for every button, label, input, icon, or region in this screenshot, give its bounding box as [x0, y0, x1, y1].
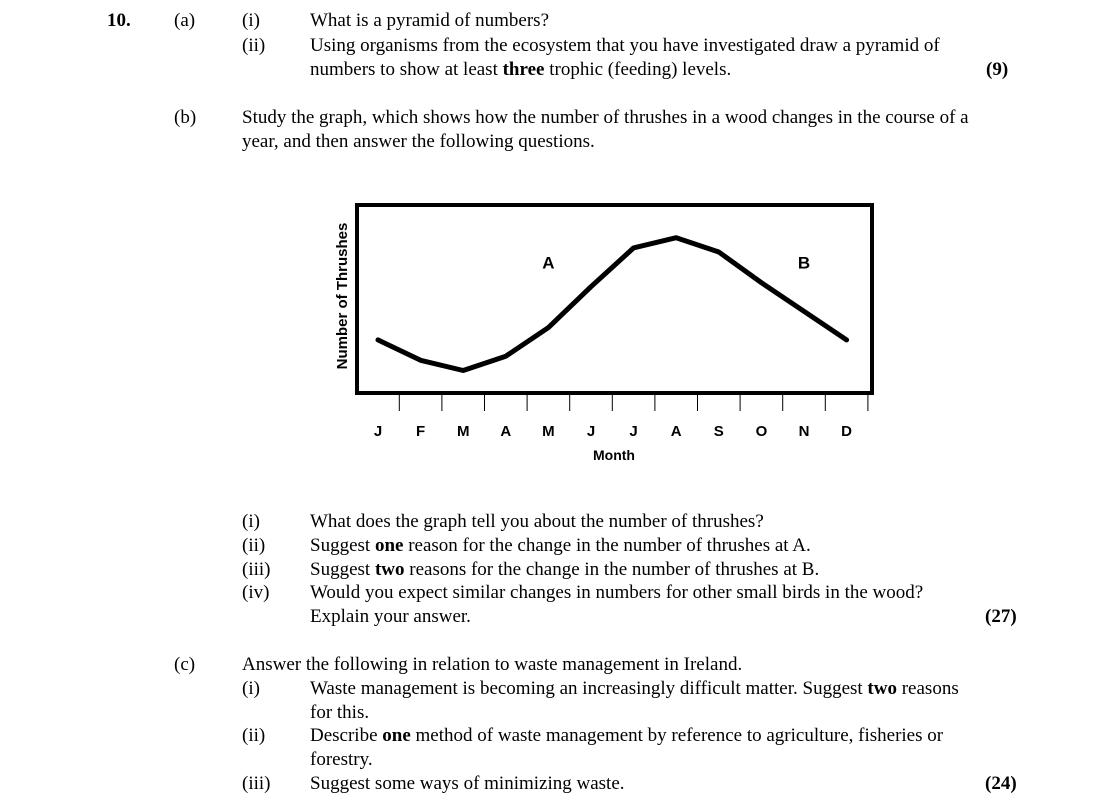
x-tick-label: O: [755, 423, 768, 440]
x-tick-label: N: [798, 423, 810, 440]
x-tick-label: M: [456, 423, 470, 440]
part-a-marks: (9): [986, 59, 1009, 80]
part-c-intro: Answer the following in relation to waste management in Ireland.: [242, 654, 743, 675]
part-c-i-line2: for this.: [310, 702, 370, 723]
question-number: 10.: [107, 10, 131, 31]
part-c-ii-line2: forestry.: [310, 749, 373, 770]
thrush-line-chart: [300, 190, 900, 480]
part-b-marks: (27): [985, 606, 1017, 627]
part-b-ii-text: Suggest one reason for the change in the number of thrushes at A.: [310, 535, 811, 556]
part-b-intro-line1: Study the graph, which shows how the number of thrushes in a wood changes in the course of a: [242, 107, 969, 128]
series-line-thrushes: [378, 238, 847, 371]
part-c-i-label: (i): [242, 678, 260, 699]
x-axis-label: Month: [593, 447, 635, 463]
x-tick-label: J: [629, 423, 638, 440]
part-a-ii-label: (ii): [242, 35, 266, 56]
part-a-ii-line1: Using organisms from the ecosystem that you have investigated draw a pyramid of: [310, 35, 940, 56]
part-b-intro-line2: year, and then answer the following questions.: [242, 131, 595, 152]
x-tick-label: M: [542, 423, 555, 440]
part-b-iii-label: (iii): [242, 559, 271, 580]
y-axis-label: Number of Thrushes: [334, 222, 351, 370]
part-b-i-label: (i): [242, 511, 260, 532]
x-tick-label: J: [373, 423, 383, 440]
part-a-ii-line2: numbers to show at least three trophic (feeding) levels.: [310, 59, 732, 80]
annotation-a: A: [542, 253, 555, 273]
part-c-ii-line1: Describe one method of waste management by reference to agriculture, fisheries or: [310, 725, 944, 746]
part-c-iii-text: Suggest some ways of minimizing waste.: [310, 773, 625, 794]
part-a-i-text: What is a pyramid of numbers?: [310, 10, 550, 31]
part-c-ii-label: (ii): [242, 725, 266, 746]
annotation-b: B: [797, 253, 811, 273]
x-tick-label: D: [841, 423, 853, 440]
part-c-label: (c): [174, 654, 196, 675]
x-tick-label: A: [500, 423, 512, 440]
part-c-i-line1: Waste management is becoming an increasingly difficult matter. Suggest two reasons: [310, 678, 959, 699]
part-a-i-label: (i): [242, 10, 260, 31]
part-b-i-text: What does the graph tell you about the number of thrushes?: [310, 511, 764, 532]
x-tick-label: A: [670, 423, 682, 440]
part-c-marks: (24): [985, 773, 1017, 794]
part-c-iii-label: (iii): [242, 773, 271, 794]
part-b-iv-line1: Would you expect similar changes in numbers for other small birds in the wood?: [310, 582, 924, 603]
x-tick-label: S: [713, 423, 724, 440]
part-b-label: (b): [174, 107, 197, 128]
part-b-iv-label: (iv): [242, 582, 270, 603]
part-b-iii-text: Suggest two reasons for the change in the number of thrushes at B.: [310, 559, 820, 580]
part-b-iv-line2: Explain your answer.: [310, 606, 471, 627]
part-a-label: (a): [174, 10, 196, 31]
x-tick-label: J: [586, 423, 596, 440]
part-b-ii-label: (ii): [242, 535, 266, 556]
x-tick-label: F: [416, 423, 426, 440]
